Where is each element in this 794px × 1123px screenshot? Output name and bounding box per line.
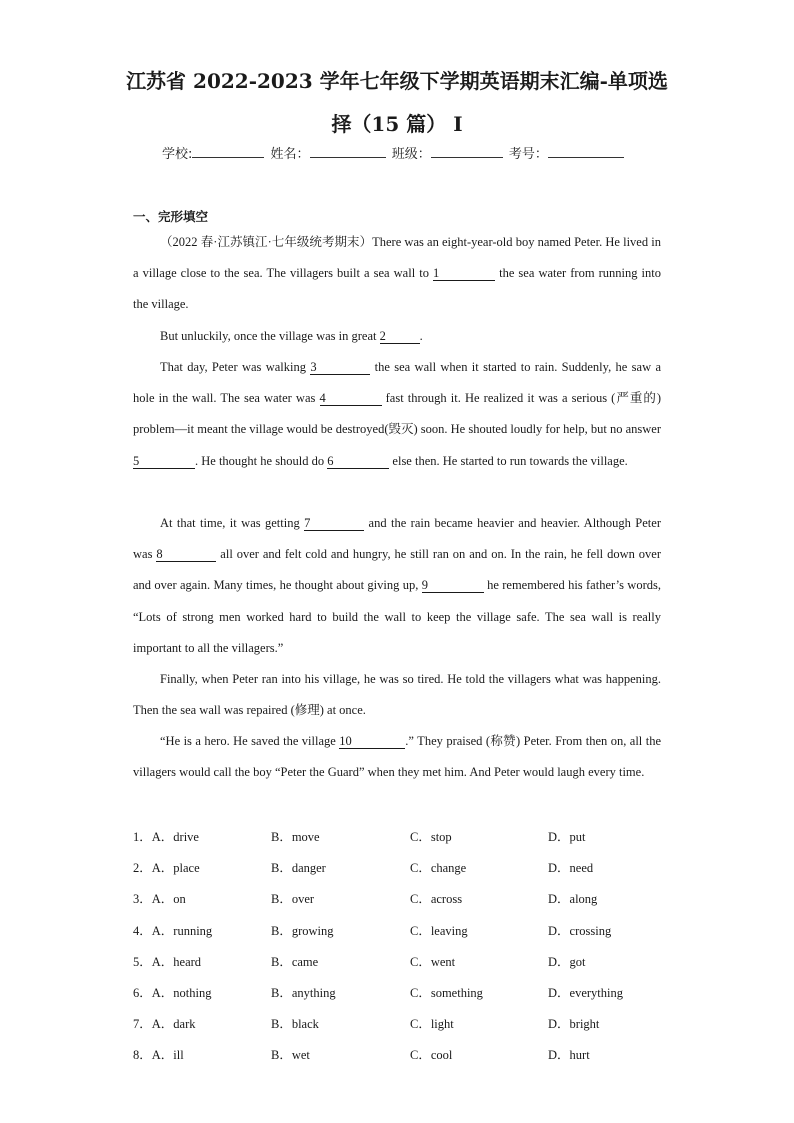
option-c[interactable]: C．change <box>410 861 467 876</box>
option-a[interactable]: 5．A．heard <box>133 954 202 969</box>
passage-paragraph-5: Finally, when Peter ran into his village, he was so tired. He told the villagers what was happening. Then the sea wall was repaired (修理) at once. <box>133 672 661 718</box>
options-list <box>133 820 693 1070</box>
blank-3[interactable]: 3 <box>310 360 370 375</box>
option-a[interactable]: 2．A．place <box>133 861 200 876</box>
passage-paragraph-2 <box>133 321 661 352</box>
option-d[interactable]: D．everything <box>548 985 623 1000</box>
passage-paragraph-4 <box>133 508 661 664</box>
option-a[interactable]: 4．A．running <box>133 923 213 938</box>
passage-text: . <box>419 329 423 343</box>
passage-text: .” They praised (称赞) Peter. From then on, all the villagers would call the boy “Peter the Guard” when they met him. And Peter would laugh every time. <box>133 734 661 780</box>
option-c[interactable]: C．across <box>410 892 463 907</box>
passage-text: the sea water from running into the village. <box>133 266 662 312</box>
exam-number-field[interactable] <box>548 145 624 158</box>
passage-text: all over and felt cold and hungry, he still ran on and on. In the rain, he fell down over and over again. Many times, he thought about giving up, <box>133 547 661 593</box>
blank-2[interactable]: 2 <box>380 329 420 344</box>
option-d[interactable]: D．along <box>548 892 598 907</box>
passage-text: That day, Peter was walking <box>160 360 311 374</box>
name-label: 姓名： <box>270 147 310 162</box>
option-b[interactable]: B．danger <box>271 861 326 876</box>
passage-text: and the rain became heavier and heavier. Although Peter was <box>133 516 661 562</box>
option-a[interactable]: 3．A．on <box>133 892 186 907</box>
document-title-line-1: 江苏省 2022-2023 学年七年级下学期英语期末汇编-单项选 <box>126 69 668 93</box>
option-c[interactable]: C．light <box>410 1017 454 1032</box>
option-c[interactable]: C．cool <box>410 1048 453 1063</box>
passage-text: At that time, it was getting <box>160 516 305 530</box>
option-d[interactable]: D．need <box>548 861 594 876</box>
option-b[interactable]: B．black <box>271 1017 319 1032</box>
question-row <box>133 882 693 913</box>
passage-paragraph-3 <box>133 352 661 477</box>
school-field[interactable] <box>192 145 264 158</box>
option-b[interactable]: B．over <box>271 892 315 907</box>
blank-10[interactable]: 10 <box>339 734 405 749</box>
blank-9[interactable]: 9 <box>422 578 484 593</box>
passage-paragraph-1 <box>133 227 661 321</box>
option-a[interactable]: 6．A．nothing <box>133 985 212 1000</box>
question-row <box>133 976 693 1007</box>
question-row <box>133 945 693 976</box>
question-row <box>133 851 693 882</box>
question-row <box>133 914 693 945</box>
class-label: 班级： <box>391 147 431 162</box>
option-b[interactable]: B．move <box>271 830 320 844</box>
blank-4[interactable]: 4 <box>320 391 382 406</box>
option-b[interactable]: B．growing <box>271 923 334 938</box>
passage-text: the sea wall when it started to rain. Suddenly, he saw a hole in the wall. The sea water was <box>133 360 661 406</box>
exam-number-label: 考号： <box>508 147 548 162</box>
option-d[interactable]: D．got <box>548 954 586 969</box>
option-d[interactable]: D．crossing <box>548 923 612 938</box>
passage-text: But unluckily, once the village was in great <box>160 329 380 343</box>
blank-5[interactable]: 5 <box>133 454 195 469</box>
option-a[interactable]: 1．A．drive <box>133 830 199 844</box>
question-row <box>133 820 693 851</box>
blank-6[interactable]: 6 <box>327 454 389 469</box>
document-title-line-2: 择（15 篇） I <box>331 112 463 136</box>
option-a[interactable]: 7．A．dark <box>133 1017 196 1032</box>
option-c[interactable]: C．stop <box>410 830 452 844</box>
option-c[interactable]: C．went <box>410 954 456 969</box>
passage-text: he remembered his father’s words, “Lots of strong men worked hard to build the wall to keep the village safe. The sea wall is really important to all the villagers.” <box>133 578 661 655</box>
option-c[interactable]: C．leaving <box>410 923 468 938</box>
student-info-row <box>162 145 626 164</box>
question-row <box>133 1007 693 1038</box>
option-c[interactable]: C．something <box>410 985 483 1000</box>
school-label: 学校: <box>162 147 193 162</box>
blank-1[interactable]: 1 <box>433 266 495 281</box>
passage-paragraph-6 <box>133 726 661 788</box>
passage-text: fast through it. He realized it was a serious (严重的) problem—it meant the village would be destroyed(毁灭) soon. He shouted loudly for help, but no answer <box>133 391 662 437</box>
option-d[interactable]: D．put <box>548 830 586 844</box>
class-field[interactable] <box>431 145 503 158</box>
option-b[interactable]: B．came <box>271 954 319 969</box>
name-field[interactable] <box>310 145 386 158</box>
blank-7[interactable]: 7 <box>304 516 364 531</box>
passage-text: . He thought he should do <box>195 453 328 468</box>
option-d[interactable]: D．bright <box>548 1017 600 1032</box>
passage-text: “He is a hero. He saved the village <box>160 734 340 748</box>
blank-8[interactable]: 8 <box>156 547 216 562</box>
passage-text: else then. He started to run towards the village. <box>389 453 628 468</box>
passage-text: （2022 春·江苏镇江·七年级统考期末）There was an eight-year-old boy named Peter. He lived in a village close to the sea. The villagers built a sea wall to <box>133 235 661 281</box>
option-a[interactable]: 8．A．ill <box>133 1048 184 1063</box>
option-b[interactable]: B．wet <box>271 1048 310 1063</box>
option-b[interactable]: B．anything <box>271 985 336 1000</box>
section-title: 一、完形填空 <box>133 209 209 224</box>
question-row <box>133 1038 693 1069</box>
option-d[interactable]: D．hurt <box>548 1048 590 1063</box>
